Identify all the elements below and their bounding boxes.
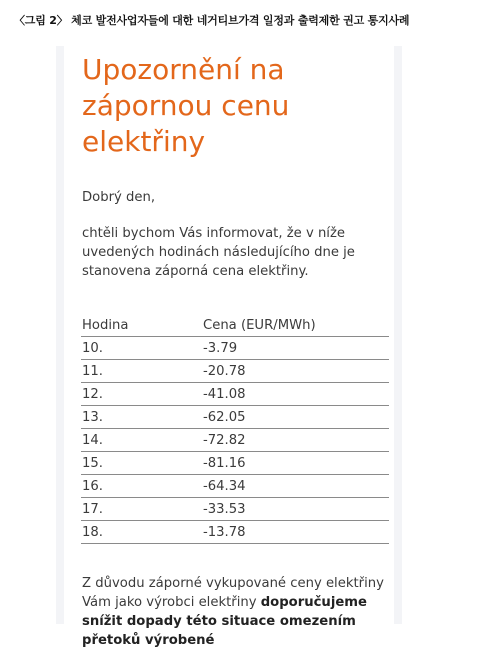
table-row bbox=[81, 521, 389, 544]
email-closing bbox=[82, 574, 394, 650]
table-row bbox=[81, 360, 389, 383]
table-row bbox=[81, 337, 389, 360]
email-greeting: Dobrý den, bbox=[82, 190, 156, 205]
table-row bbox=[81, 429, 389, 452]
table-row bbox=[81, 498, 389, 521]
price-cell: -72.82 bbox=[202, 429, 389, 452]
hour-cell: 10. bbox=[81, 337, 202, 360]
headline-line: Upozornění na bbox=[82, 53, 285, 86]
price-cell: -64.34 bbox=[202, 475, 389, 498]
hour-cell: 17. bbox=[81, 498, 202, 521]
table-header-row bbox=[81, 314, 389, 337]
price-cell: -41.08 bbox=[202, 383, 389, 406]
figure-caption: 〈그림 2〉 체코 발전사업자들에 대한 네거티브가격 일정과 출력제한 권고 통지사례 bbox=[14, 14, 410, 27]
closing-text: Z důvodu záporné vykupované ceny elektřiny Vám jako výrobci elektřiny bbox=[82, 576, 384, 610]
hour-cell: 18. bbox=[81, 521, 202, 544]
price-cell: -62.05 bbox=[202, 406, 389, 429]
closing-recommendation: doporučujeme snížit dopady této situace omezením přetoků výrobené bbox=[82, 595, 367, 648]
headline-line: elektřiny bbox=[82, 125, 206, 158]
column-header-hour: Hodina bbox=[82, 317, 129, 333]
email-headline bbox=[82, 52, 382, 160]
price-cell: -33.53 bbox=[202, 498, 389, 521]
hour-cell: 12. bbox=[81, 383, 202, 406]
negative-price-table bbox=[81, 314, 389, 544]
price-cell: -13.78 bbox=[202, 521, 389, 544]
hour-cell: 16. bbox=[81, 475, 202, 498]
table-row bbox=[81, 475, 389, 498]
phone-screenshot-frame bbox=[56, 46, 402, 648]
email-intro: chtěli bychom Vás informovat, že v níže uvedených hodinách následujícího dne je stanovena záporná cena elektřiny. bbox=[82, 226, 355, 279]
email-body[interactable] bbox=[64, 46, 394, 648]
price-cell: -20.78 bbox=[202, 360, 389, 383]
table-row bbox=[81, 383, 389, 406]
price-cell: -3.79 bbox=[202, 337, 389, 360]
hour-cell: 11. bbox=[81, 360, 202, 383]
price-cell: -81.16 bbox=[202, 452, 389, 475]
table-row bbox=[81, 406, 389, 429]
hour-cell: 13. bbox=[81, 406, 202, 429]
headline-line: zápornou cenu bbox=[82, 89, 290, 122]
column-header-price: Cena (EUR/MWh) bbox=[203, 317, 316, 333]
hour-cell: 14. bbox=[81, 429, 202, 452]
hour-cell: 15. bbox=[81, 452, 202, 475]
table-row bbox=[81, 452, 389, 475]
